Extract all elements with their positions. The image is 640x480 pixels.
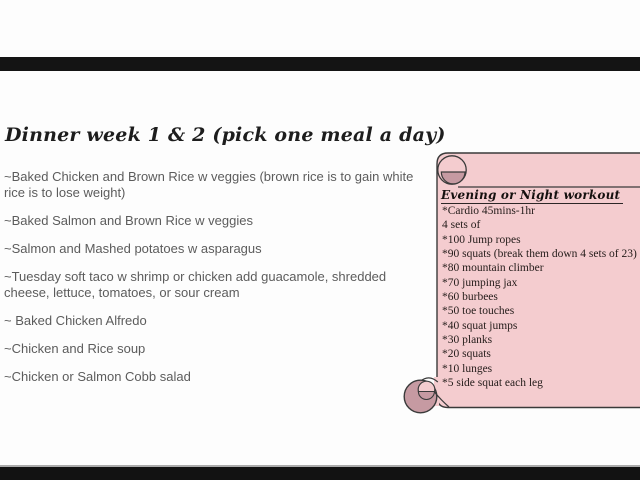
meal-item: ~ Baked Chicken Alfredo	[4, 313, 147, 328]
workout-item: 4 sets of	[442, 219, 481, 232]
workout-item: *30 planks	[442, 334, 493, 347]
workout-item: *70 jumping jax	[442, 276, 518, 289]
workout-item: *80 mountain climber	[442, 262, 544, 275]
workout-item: *10 lunges	[442, 362, 493, 375]
meal-item: ~Tuesday soft taco w shrimp or chicken add guacamole, shredded cheese, lettuce, tomatoes, or sour cream	[4, 269, 387, 300]
workout-item: *100 Jump ropes	[442, 233, 521, 246]
workout-item: *5 side squat each leg	[442, 377, 543, 390]
meal-list	[4, 169, 424, 397]
top-letterbox-bar	[0, 57, 640, 71]
workout-list	[442, 204, 638, 390]
workout-item: *50 toe touches	[442, 305, 515, 318]
workout-item: *Cardio 45mins-1hr	[442, 205, 535, 217]
meal-item: ~Salmon and Mashed potatoes w asparagus	[4, 241, 262, 256]
workout-item: *20 squats	[442, 348, 491, 361]
workout-title: Evening or Night workout	[441, 188, 623, 204]
meal-item: ~Baked Salmon and Brown Rice w veggies	[4, 213, 253, 228]
meal-item: ~Chicken and Rice soup	[4, 341, 146, 356]
workout-item: *60 burbees	[442, 291, 498, 304]
workout-item: *90 squats (break them down 4 sets of 23)	[442, 248, 637, 261]
slide-title: Dinner week 1 & 2 (pick one meal a day)	[5, 123, 446, 146]
bottom-letterbox-bar	[0, 465, 640, 480]
meal-item: ~Baked Chicken and Brown Rice w veggies (brown rice is to gain white rice is to lose weight)	[4, 169, 414, 200]
workout-item: *40 squat jumps	[442, 319, 518, 332]
meal-item: ~Chicken or Salmon Cobb salad	[4, 369, 191, 384]
